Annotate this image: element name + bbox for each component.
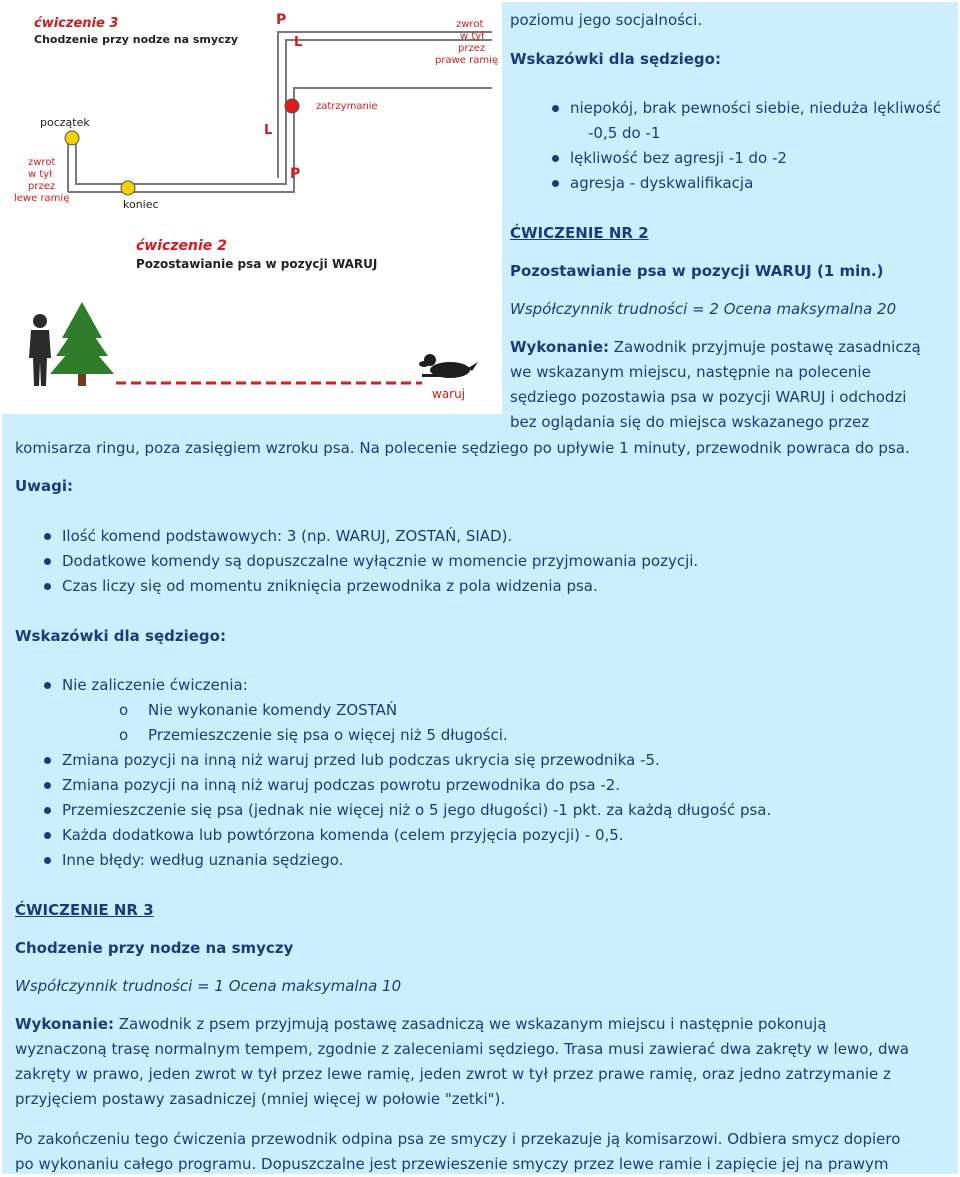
list-item: Inne błędy: według uznania sędziego. [42,848,942,873]
fig-zwrot-left-1: zwrot [28,157,56,168]
ex3-exec-label: Wykonanie: [15,1015,114,1033]
document-page [2,2,958,1174]
fig-end: koniec [123,198,159,211]
fig-p-top: P [276,12,287,28]
list-subitem: o Nie wykonanie komendy ZOSTAŃ [119,701,398,719]
ex2-exec-full: komisarza ringu, poza zasięgiem wzroku psa. Na polecenie sędziego po upływie 1 minuty, przewodnik powraca do psa. [15,439,910,457]
ex3-final-paragraph: Po zakończeniu tego ćwiczenia przewodnik odpina psa ze smyczy i przekazuje ją komisarzowi. Odbiera smycz dopiero po wykonaniu całego programu. Dopuszczalne jest przewieszenie smyczy przez lewe ramie i zapięcie jej na prawym [15,1130,901,1173]
fig-zwrot-right-2: w tył [460,31,485,42]
intro-line: poziomu jego socjalności. [510,11,703,29]
list-item: Czas liczy się od momentu zniknięcia przewodnika z pola widzenia psa. [42,574,942,599]
judge-heading-2: Wskazówki dla sędziego: [15,627,226,645]
list-item: lękliwość bez agresji -1 do -2 [550,146,950,171]
ex3-execution: Wykonanie: Zawodnik z psem przyjmują postawę zasadniczą we wskazanym miejscu i następnie pokonują wyznaczoną trasę normalnym tempem, zgodnie z zaleceniami sędziego. Trasa musi zawierać dwa zakręty w lewo, dwa zakręty w prawo, jeden zwrot w tył przez lewe ramię, jeden zwrot w tył przez prawe ramię, oraz jedno zatrzymanie z przyjęciem postawy zasadniczej (mniej więcej w połowie "zetki"). [15,1015,909,1108]
fig-zwrot-right-4: prawe ramię [435,55,499,66]
fig-subtitle-ex3: Chodzenie przy nodze na smyczy [34,33,239,46]
fig-title-ex3: ćwiczenie 3 [34,16,119,31]
ex2-exec-label: Wykonanie: [510,338,609,356]
fig-zwrot-right-3: przez [458,43,486,54]
ex2-coefficient: Współczynnik trudności = 2 Ocena maksymalna 20 [510,300,897,318]
fig-zwrot-left-2: w tył [28,169,53,180]
fig-l-top: L [294,35,303,50]
fig-zwrot-left-3: przez [28,181,56,192]
ex2-subtitle: Pozostawianie psa w pozycji WARUJ (1 min.) [510,262,884,280]
list-item: Zmiana pozycji na inną niż waruj podczas powrotu przewodnika do psa -2. [42,773,942,798]
list-item: agresja - dyskwalifikacja [550,171,950,196]
tree-icon [50,302,114,386]
route-diagram-svg [2,2,502,414]
ex2-heading: ĆWICZENIE NR 2 [510,224,649,242]
fig-stop: zatrzymanie [316,101,378,112]
ex2-execution: Wykonanie: Zawodnik przyjmuje postawę zasadniczą we wskazanym miejscu, następnie na polecenie sędziego pozostawia psa w pozycji WARUJ i odchodzi bez oglądania się do miejsca wskazanego przez [510,338,921,431]
fig-title-ex2: ćwiczenie 2 [136,238,227,254]
list-item: Nie zaliczenie ćwiczenia: [42,673,942,698]
fig-l-mid: L [264,123,273,138]
ex3-coefficient: Współczynnik trudności = 1 Ocena maksymalna 10 [15,977,402,995]
list-item: Dodatkowe komendy są dopuszczalne wyłącznie w momencie przyjmowania pozycji. [42,549,942,574]
judge-list-2 [42,673,942,873]
notes-list [42,524,942,599]
notes-heading: Uwagi: [15,477,74,495]
list-item: Zmiana pozycji na inną niż waruj przed lub podczas ukrycia się przewodnika -5. [42,748,942,773]
exercise-diagrams [2,2,502,414]
fig-p-mid: P [290,166,301,182]
fig-waruj: waruj [432,387,466,401]
judge-heading-1: Wskazówki dla sędziego: [510,50,721,68]
judge-list-1 [550,96,950,196]
ex3-subtitle: Chodzenie przy nodze na smyczy [15,939,294,957]
fig-subtitle-ex2: Pozostawianie psa w pozycji WARUJ [136,257,378,271]
handler-silhouette [29,314,51,386]
dog-silhouette [419,354,478,378]
ex3-heading: ĆWICZENIE NR 3 [15,901,154,919]
list-item: Ilość komend podstawowych: 3 (np. WARUJ, ZOSTAŃ, SIAD). [42,524,942,549]
list-item: niepokój, brak pewności siebie, nieduża lękliwość -0,5 do -1 [550,96,950,146]
fig-zwrot-left-4: lewe ramię [14,193,70,204]
list-subitem: o Przemieszczenie się psa o więcej niż 5 długości. [119,726,508,744]
list-item: Każda dodatkowa lub powtórzona komenda (celem przyjęcia pozycji) - 0,5. [42,823,942,848]
fig-start: początek [40,116,90,129]
fig-zwrot-right-1: zwrot [456,19,484,30]
list-item: Przemieszczenie się psa (jednak nie więcej niż o 5 jego długości) -1 pkt. za każdą długość psa. [42,798,942,823]
